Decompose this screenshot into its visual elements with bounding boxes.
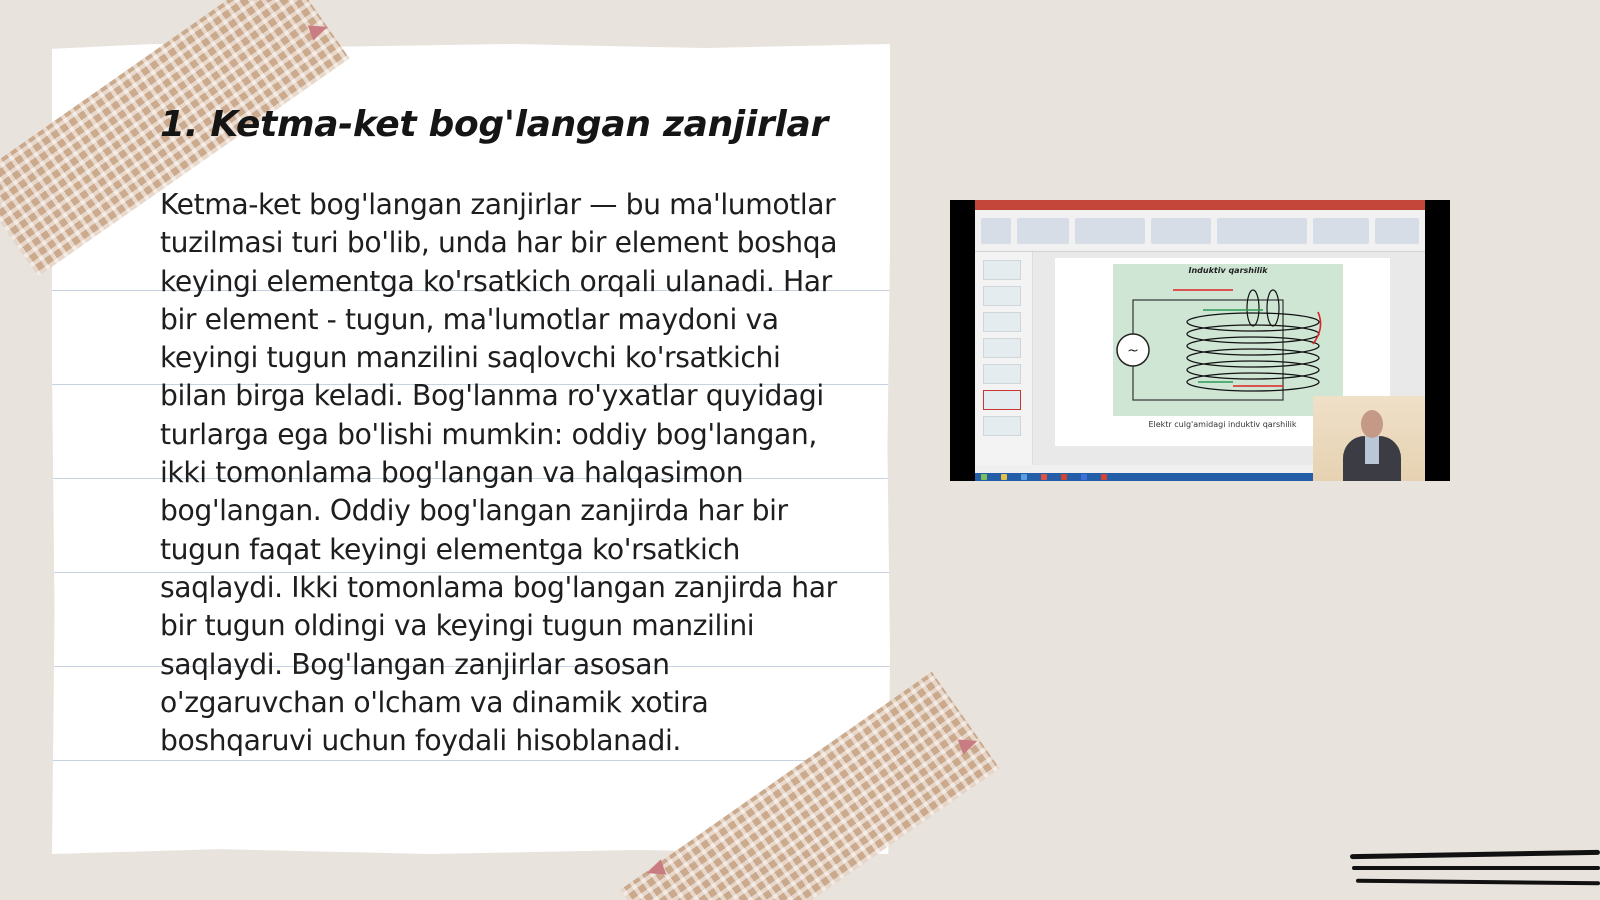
slide-thumbnails xyxy=(975,252,1033,465)
brush-stroke xyxy=(1356,879,1600,886)
svg-text:~: ~ xyxy=(1127,343,1139,359)
webcam-overlay xyxy=(1313,396,1425,481)
inductance-diagram xyxy=(1113,264,1343,416)
start-icon xyxy=(981,474,987,480)
presentation-window xyxy=(975,200,1425,481)
slide-body-text: Ketma-ket bog'langan zanjirlar — bu ma'lumotlar tuzilmasi turi bo'lib, unda har bir element boshqa keyingi elementga ko'rsatkich orqali ulanadi. Har bir element - tugun, ma'lumotlar maydoni va keyingi tugun manzilini saqlovchi ko'rsatkichi bilan birga keladi. Bog'lanma ro'yxatlar quyidagi turlarga ega bo'lishi mumkin: oddiy bog'langan, ikki tomonlama bog'langan va halqasimon bog'langan. Oddiy bog'langan zanjirda har bir tugun faqat keyingi elementga ko'rsatkich saqlaydi. Ikki tomonlama bog'langan zanjirda har bir tugun oldingi va keyingi tugun manzilini saqlaydi. Bog'langan zanjirlar asosan o'zgaruvchan o'lcham va dinamik xotira boshqaruvi uchun foydali hisoblanadi. xyxy=(160,188,838,758)
window-titlebar xyxy=(975,200,1425,210)
embedded-lecture-screenshot xyxy=(950,200,1450,481)
app-icon xyxy=(1061,474,1067,480)
browser-icon xyxy=(1041,474,1047,480)
coil-drawing xyxy=(1113,264,1343,416)
brush-stroke xyxy=(1352,866,1600,870)
folder-icon xyxy=(1001,474,1007,480)
media-icon xyxy=(1021,474,1027,480)
presenter-head xyxy=(1361,410,1383,438)
app-icon xyxy=(1081,474,1087,480)
presenter-shirt xyxy=(1365,436,1379,464)
ribbon-toolbar xyxy=(975,210,1425,252)
slide-title: 1. Ketma-ket bog'langan zanjirlar xyxy=(160,104,828,145)
slide-caption: Elektr culg'amidagi induktiv qarshilik xyxy=(1148,420,1297,429)
app-icon xyxy=(1101,474,1107,480)
brush-stroke xyxy=(1350,850,1600,859)
diagram-title: Induktiv qarshilik xyxy=(1188,266,1268,275)
